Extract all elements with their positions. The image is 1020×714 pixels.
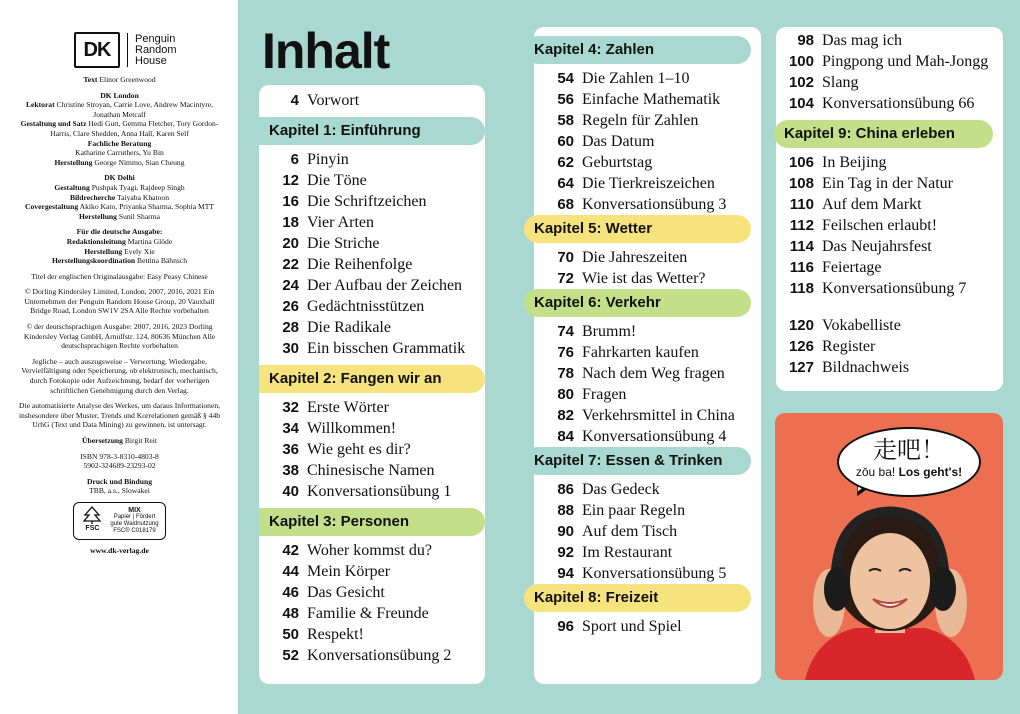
entry-title: Familie & Freunde [307, 605, 429, 622]
page-number: 88 [557, 502, 574, 519]
credit-gestaltung: Gestaltung und Satz Hedi Gutt, Gemma Fletcher, Tory Gordon-Harris, Clare Shedden, Anna Hall, Karen Self [20, 119, 219, 138]
entry-title: Willkommen! [307, 420, 397, 437]
entry-title: Auf dem Tisch [582, 523, 678, 540]
page-number: 110 [789, 196, 814, 213]
pinyin-phrase: zǒu ba! Los geht's! [855, 465, 963, 479]
page-number: 118 [789, 280, 814, 297]
credit-dk-london: DK London [100, 90, 139, 100]
entry-title: Konversationsübung 2 [307, 647, 452, 664]
page-number: 4 [290, 92, 299, 109]
entry-title: Wie geht es dir? [307, 441, 411, 458]
page-number: 68 [557, 196, 574, 213]
toc-entry[interactable] [534, 500, 761, 521]
page-number: 72 [557, 270, 574, 287]
entry-title: Einfache Mathematik [582, 91, 721, 108]
toc-entry[interactable] [534, 268, 761, 289]
toc-entry[interactable] [776, 357, 1003, 378]
chapter-heading[interactable]: Kapitel 6: Verkehr [524, 289, 751, 317]
page-number: 100 [788, 53, 814, 70]
entry-title: Regeln für Zahlen [582, 112, 699, 129]
page-number: 32 [282, 399, 299, 416]
entry-title: Pinyin [307, 151, 349, 168]
speech-bubble [837, 427, 981, 497]
imprint-panel [0, 0, 238, 714]
entry-title: Das Datum [582, 133, 655, 150]
toc-entry[interactable] [534, 405, 761, 426]
page-number: 74 [557, 323, 574, 340]
entry-title: Fahrkarten kaufen [582, 344, 699, 361]
chapter-heading[interactable]: Kapitel 3: Personen [259, 508, 485, 536]
entry-title: Die Jahreszeiten [582, 249, 688, 266]
credit-redaktion: Redaktionsleitung Martina Glöde [66, 236, 173, 246]
toc-entry[interactable] [259, 582, 485, 603]
entry-title: Im Restaurant [582, 544, 673, 561]
toc-entry[interactable] [776, 336, 1003, 357]
page-number: 86 [557, 481, 574, 498]
page-number: 20 [282, 235, 299, 252]
hanzi-phrase: 走吧！ [873, 436, 945, 464]
page-number: 40 [282, 483, 299, 500]
toc-entry[interactable] [534, 173, 761, 194]
credit-druck: Druck und Bindung TBB, a.s., Slowakei [86, 476, 152, 496]
toc-entry[interactable] [259, 561, 485, 582]
page-number: 127 [788, 359, 814, 376]
logo-divider [127, 33, 128, 67]
entry-title: Register [822, 338, 876, 355]
entry-title: Slang [822, 74, 859, 91]
page-number: 30 [282, 340, 299, 357]
copyright-de: © der deutschsprachigen Ausgabe: 2007, 2016, 2023 Dorling Kindersley Verlag GmbH, Arnulfstr. 124, 80636 München Alle deutschsprachigen Rechte vorbehalten [23, 322, 216, 351]
page-number: 90 [557, 523, 574, 540]
chapter-heading[interactable]: Kapitel 1: Einführung [259, 117, 485, 145]
entry-title: Auf dem Markt [822, 196, 922, 213]
page-number: 102 [788, 74, 814, 91]
toc-entry[interactable] [776, 215, 1003, 236]
toc-column-2 [534, 27, 761, 684]
toc-entry[interactable] [259, 275, 485, 296]
toc-entry[interactable] [259, 296, 485, 317]
credit-herstellung: Herstellung George Nimmo, Sian Cheung [54, 157, 185, 167]
page-number: 44 [282, 563, 299, 580]
page-number: 92 [557, 544, 574, 561]
page-number: 94 [557, 565, 574, 582]
entry-title: Die Töne [307, 172, 367, 189]
toc-entry[interactable] [776, 257, 1003, 278]
toc-column-1 [259, 85, 485, 684]
page-number: 12 [282, 172, 299, 189]
chapter-heading[interactable]: Kapitel 5: Wetter [524, 215, 751, 243]
toc-entry[interactable] [534, 563, 761, 584]
toc-entry[interactable] [534, 131, 761, 152]
entry-title: Das Gedeck [582, 481, 660, 498]
toc-entry[interactable] [259, 90, 485, 111]
toc-entry[interactable] [259, 212, 485, 233]
toc-entry[interactable] [776, 72, 1003, 93]
page-number: 112 [789, 217, 814, 234]
page-number: 98 [797, 32, 814, 49]
credit-de-herstellung: Herstellung Evely Xie [84, 246, 155, 256]
entry-title: Das mag ich [822, 32, 902, 49]
entry-title: Vorwort [307, 92, 360, 109]
toc-entry[interactable] [776, 173, 1003, 194]
toc-entry[interactable] [776, 152, 1003, 173]
entry-title: Bildnachweis [822, 359, 910, 376]
entry-title: Die Tierkreiszeichen [582, 175, 715, 192]
credit-beratung: Fachliche Beratung Katharine Carruthers, Yu Bin [75, 138, 164, 158]
toc-entry[interactable] [534, 363, 761, 384]
page-number: 42 [282, 542, 299, 559]
page-title: Inhalt [262, 23, 390, 79]
website-link[interactable]: www.dk-verlag.de [90, 545, 149, 555]
toc-entry[interactable] [776, 278, 1003, 299]
credit-cover: Covergestaltung Akiko Kato, Priyanka Sharma, Sophia MTT [25, 202, 214, 212]
chapter-heading[interactable]: Kapitel 7: Essen & Trinken [524, 447, 751, 475]
credit-uebersetzung: Übersetzung Birgit Reit [82, 436, 157, 445]
page-number: 104 [788, 95, 814, 112]
toc-entry[interactable] [259, 418, 485, 439]
chapter-heading[interactable]: Kapitel 2: Fangen wir an [259, 365, 485, 393]
credit-de-heading: Für die deutsche Ausgabe: [76, 227, 163, 237]
page-number: 78 [557, 365, 574, 382]
entry-title: Vokabelliste [822, 317, 901, 334]
toc-entry[interactable] [776, 315, 1003, 336]
page-number: 48 [282, 605, 299, 622]
chapter-heading[interactable]: Kapitel 9: China erleben [774, 120, 993, 148]
entry-title: Pingpong und Mah-Jongg [822, 53, 989, 70]
page-number: 70 [557, 249, 574, 266]
entry-title: Chinesische Namen [307, 462, 435, 479]
entry-title: Das Gesicht [307, 584, 385, 601]
entry-title: Die Reihenfolge [307, 256, 413, 273]
page-number: 24 [282, 277, 299, 294]
entry-title: Geburtstag [582, 154, 653, 171]
entry-title: Sport und Spiel [582, 618, 682, 635]
page-number: 28 [282, 319, 299, 336]
page-number: 58 [557, 112, 574, 129]
entry-title: Nach dem Weg fragen [582, 365, 725, 382]
entry-title: Ein Tag in der Natur [822, 175, 953, 192]
page-number: 62 [557, 154, 574, 171]
isbn: ISBN 978-3-8310-4803-8 5902-324689-23293-02 [80, 451, 159, 471]
credit-koordination: Herstellungskoordination Bettina Bähnsch [51, 256, 187, 266]
page-number: 116 [789, 259, 814, 276]
toc-entry[interactable] [259, 254, 485, 275]
toc-entry[interactable] [776, 30, 1003, 51]
toc-entry[interactable] [534, 152, 761, 173]
toc-entry[interactable] [534, 616, 761, 637]
toc-entry[interactable] [259, 603, 485, 624]
toc-entry[interactable] [534, 68, 761, 89]
entry-title: Die Schriftzeichen [307, 193, 427, 210]
toc-spacer [776, 299, 1003, 315]
original-title: Titel der englischen Originalausgabe: Easy Peasy Chinese [31, 271, 208, 281]
entry-title: Konversationsübung 7 [822, 280, 967, 297]
toc-entry[interactable] [259, 170, 485, 191]
entry-title: Das Neujahrsfest [822, 238, 932, 255]
toc-entry[interactable] [259, 233, 485, 254]
toc-entry[interactable] [259, 481, 485, 502]
entry-title: Ein bisschen Grammatik [307, 340, 466, 357]
toc-entry[interactable] [259, 397, 485, 418]
page-number: 34 [282, 420, 299, 437]
page-number: 36 [282, 441, 299, 458]
entry-title: Wie ist das Wetter? [582, 270, 706, 287]
page-number: 46 [282, 584, 299, 601]
toc-entry[interactable] [534, 89, 761, 110]
toc-entry[interactable] [776, 51, 1003, 72]
entry-title: Konversationsübung 5 [582, 565, 727, 582]
toc-entry[interactable] [534, 542, 761, 563]
toc-entry[interactable] [259, 540, 485, 561]
toc-entry[interactable] [534, 321, 761, 342]
toc-entry[interactable] [776, 194, 1003, 215]
entry-title: Gedächtnisstützen [307, 298, 425, 315]
page-number: 26 [282, 298, 299, 315]
chapter-heading[interactable]: Kapitel 4: Zahlen [524, 36, 751, 64]
toc-entry[interactable] [534, 426, 761, 447]
page-number: 38 [282, 462, 299, 479]
page-number: 82 [557, 407, 574, 424]
toc-entry[interactable] [534, 521, 761, 542]
page-number: 18 [282, 214, 299, 231]
toc-entry[interactable] [259, 460, 485, 481]
entry-title: Respekt! [307, 626, 364, 643]
toc-entry[interactable] [259, 191, 485, 212]
imprint-credits [14, 75, 225, 562]
page-number: 96 [557, 618, 574, 635]
page-number: 126 [788, 338, 814, 355]
credit-dk-delhi: DK Delhi [104, 173, 135, 183]
entry-title: Die Striche [307, 235, 380, 252]
page-number: 6 [290, 151, 299, 168]
entry-title: Feilschen erlaubt! [822, 217, 938, 234]
entry-title: Feiertage [822, 259, 882, 276]
fsc-label: FSC MIX Papier | Fördert gute Waldnutzung FSC® C018179 [73, 502, 165, 540]
page-number: 84 [557, 428, 574, 445]
entry-title: Fragen [582, 386, 627, 403]
credit-text: Text Elinor Greenwood [83, 75, 156, 84]
toc-entry[interactable] [259, 645, 485, 666]
tdm-notice: Die automatisierte Analyse des Werkes, um daraus Informationen, insbesondere über Muster, Trends und Korrelationen gemäß § 44b UrhG (Text und Data Mining) zu gewinnen, ist untersagt. [18, 401, 221, 430]
toc-entry[interactable] [259, 439, 485, 460]
entry-title: In Beijing [822, 154, 887, 171]
page-number: 64 [557, 175, 574, 192]
page-number: 120 [788, 317, 814, 334]
credit-lektorat: Lektorat Christine Stroyan, Carrie Love, Andrew Macintyre, Jonathan Metcalf [25, 100, 214, 119]
entry-title: Konversationsübung 4 [582, 428, 727, 445]
page-number: 50 [282, 626, 299, 643]
toc-entry[interactable] [776, 236, 1003, 257]
entry-title: Der Aufbau der Zeichen [307, 277, 463, 294]
entry-title: Verkehrsmittel in China [582, 407, 735, 424]
toc-entry[interactable] [534, 384, 761, 405]
entry-title: Konversationsübung 1 [307, 483, 452, 500]
page-number: 52 [282, 647, 299, 664]
entry-title: Ein paar Regeln [582, 502, 686, 519]
toc-entry[interactable] [534, 194, 761, 215]
entry-title: Mein Körper [307, 563, 391, 580]
photo-panel [775, 413, 1003, 680]
toc-entry[interactable] [534, 110, 761, 131]
credit-delhi-gestaltung: Gestaltung Pushpak Tyagi, Rajdeep Singh [54, 182, 185, 192]
entry-title: Woher kommst du? [307, 542, 432, 559]
rights-notice: Jegliche – auch auszugsweise – Verwertung, Wiedergabe, Vervielfältigung oder Speicherung, ob elektronisch, mechanisch, durch Fotokopie oder Aufzeichnung, bedarf der vorherigen schriftlichen Genehmigung durch den Verlag. [21, 356, 218, 395]
toc-entry[interactable] [259, 149, 485, 170]
entry-title: Konversationsübung 3 [582, 196, 727, 213]
toc-entry[interactable] [534, 247, 761, 268]
page-number: 54 [557, 70, 574, 87]
toc-entry[interactable] [776, 93, 1003, 114]
copyright-uk: © Dorling Kindersley Limited, London, 2007, 2016, 2021 Ein Unternehmen der Penguin Random House Group, 20 Vauxhall Bridge Road, London SW1V 2SA Alle Rechte vorbehalten [24, 287, 215, 316]
page-number: 60 [557, 133, 574, 150]
page-number: 80 [557, 386, 574, 403]
toc-entry[interactable] [534, 342, 761, 363]
entry-title: Erste Wörter [307, 399, 389, 416]
dk-logo-icon: DK [74, 32, 120, 68]
entry-title: Konversationsübung 66 [822, 95, 975, 112]
page-number: 106 [788, 154, 814, 171]
page-number: 108 [788, 175, 814, 192]
credit-delhi-herstellung: Herstellung Sunil Sharma [78, 211, 160, 221]
toc-entry[interactable] [259, 624, 485, 645]
entry-title: Die Radikale [307, 319, 391, 336]
credit-bildrecherche: Bildrecherche Taiyaba Khatoon [69, 192, 170, 202]
prh-logo-text: Penguin Random House [135, 32, 177, 67]
page-number: 16 [282, 193, 299, 210]
chapter-heading[interactable]: Kapitel 8: Freizeit [524, 584, 751, 612]
page-number: 56 [557, 91, 574, 108]
page-number: 22 [282, 256, 299, 273]
toc-column-3 [776, 27, 1003, 391]
entry-title: Die Zahlen 1–10 [582, 70, 690, 87]
toc-entry[interactable] [534, 479, 761, 500]
entry-title: Brumm! [582, 323, 637, 340]
page-number: 114 [789, 238, 814, 255]
toc-entry[interactable] [259, 338, 485, 359]
page-number: 76 [557, 344, 574, 361]
toc-entry[interactable] [259, 317, 485, 338]
entry-title: Vier Arten [307, 214, 375, 231]
publisher-logo [74, 30, 177, 70]
fsc-tree-icon: FSC [80, 506, 104, 536]
